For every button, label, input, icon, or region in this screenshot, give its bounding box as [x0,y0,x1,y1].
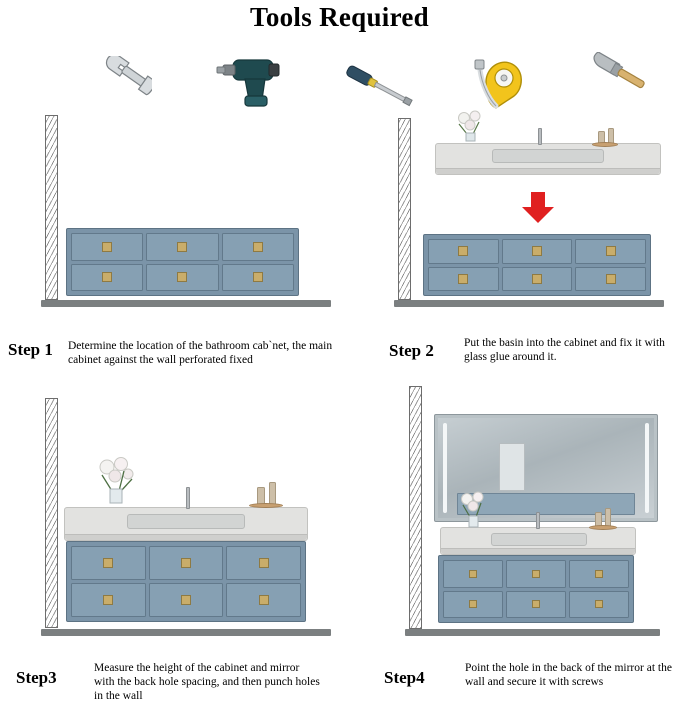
drawer [506,591,566,619]
faucet [538,128,542,145]
cabinet [66,228,299,296]
floor-slab [405,629,660,636]
mirror-led-left [443,423,447,513]
drawer [428,239,499,264]
drawer [71,264,143,292]
drawer [569,560,629,588]
tray [249,503,283,508]
drawer [443,591,503,619]
step-2-label: Step 2 [389,341,434,360]
tray [589,525,617,530]
wall-hatching [398,118,411,300]
step-2-text: Put the basin into the cabinet and fix it with glass glue around it. [464,337,665,364]
counter-lip [441,548,635,554]
screwdriver-icon [340,62,420,115]
hammer-icon [575,52,645,119]
mirror-led-right [645,423,649,513]
tray [592,142,618,147]
counter-lip [65,534,307,540]
drawer [226,546,301,580]
drawer [146,233,218,261]
step-1-text: Determine the location of the bathroom cab`net, the main cabinet against the wall perforated fixed [68,340,333,367]
step-4-label: Step4 [384,668,425,687]
step-4-text: Point the hole in the back of the mirror at the wall and secure it with screws [465,662,672,689]
drawer [146,264,218,292]
drawer [149,546,224,580]
drawer [502,267,573,292]
faucet [186,487,190,509]
down-arrow-icon [520,192,556,229]
flower-vase [447,108,493,153]
drawer [428,267,499,292]
faucet [536,512,540,529]
reflected-towel-rail [499,443,525,491]
tools-row [0,42,679,114]
wall-hatching [409,386,422,629]
drawer [222,233,294,261]
drawer [443,560,503,588]
drawer [222,264,294,292]
drawer [575,267,646,292]
flower-vase [88,455,146,516]
step-1-label: Step 1 [8,340,53,359]
wrench-icon [90,56,152,115]
drawer [71,233,143,261]
wall-hatching [45,115,58,300]
drawer [149,583,224,617]
page-title: Tools Required [249,2,429,32]
basin [491,533,587,546]
cabinet [438,555,634,623]
bottle [269,482,276,505]
flower-vase [451,489,497,536]
cabinet [423,234,651,296]
step-3-text: Measure the height of the cabinet and mirror with the back hole spacing, and then punch holes in the wall [94,662,320,703]
drawer [575,239,646,264]
floor-slab [41,629,331,636]
wall-hatching [45,398,58,628]
drill-icon [215,52,293,117]
cabinet [66,541,306,622]
basin [492,149,604,163]
floor-slab [394,300,664,307]
counter-lip [436,168,660,174]
basin [127,514,245,529]
drawer [569,591,629,619]
drawer [71,583,146,617]
drawer [506,560,566,588]
drawer [71,546,146,580]
drawer [226,583,301,617]
drawer [502,239,573,264]
step-3-label: Step3 [16,668,57,687]
floor-slab [41,300,331,307]
